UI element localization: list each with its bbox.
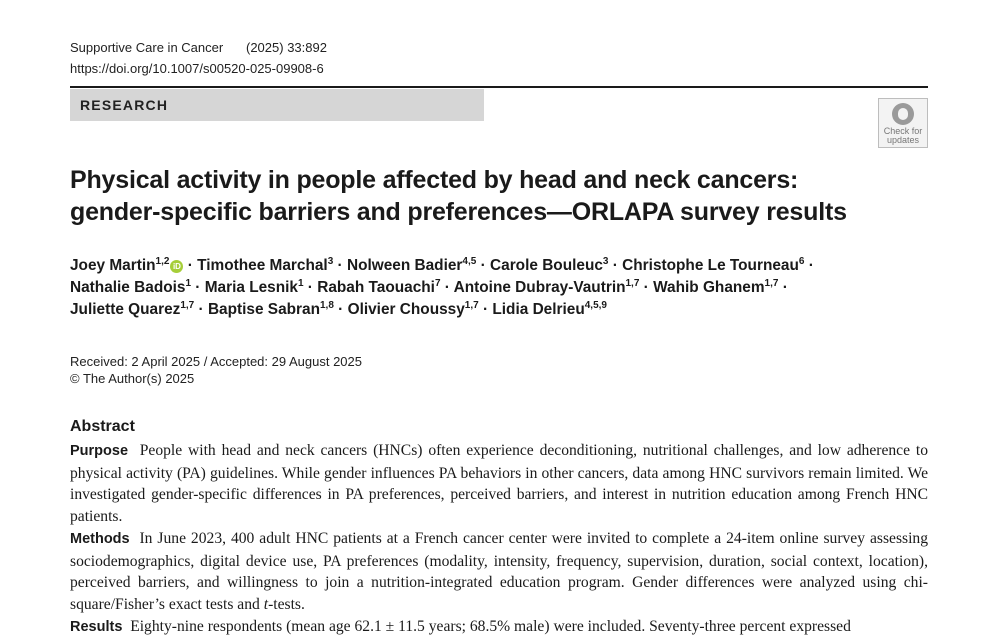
author-affiliation: 3 xyxy=(327,256,334,267)
author-name[interactable]: Rabah Taouachi xyxy=(317,279,435,296)
author-affiliation: 1 xyxy=(185,278,192,289)
author-name[interactable]: Wahib Ghanem xyxy=(653,279,765,296)
methods-text-end: -tests. xyxy=(268,595,305,613)
author-affiliation: 7 xyxy=(434,278,441,289)
section-label: RESEARCH xyxy=(70,89,484,121)
author-name[interactable]: Lidia Delrieu xyxy=(492,301,585,318)
author-name[interactable]: Maria Lesnik xyxy=(204,279,298,296)
author-affiliation: 3 xyxy=(602,256,609,267)
abstract-methods xyxy=(70,528,928,616)
journal-name: Supportive Care in Cancer xyxy=(70,40,224,55)
author-affiliation: 1,7 xyxy=(464,300,479,311)
author-affiliation: 1,7 xyxy=(625,278,640,289)
abstract-purpose xyxy=(70,440,928,528)
abstract-results xyxy=(70,616,928,638)
author-affiliation: 6 xyxy=(798,256,805,267)
author-affiliation: 1,8 xyxy=(320,300,334,311)
check-updates-icon xyxy=(892,103,914,125)
author-name[interactable]: Timothee Marchal xyxy=(197,257,328,274)
methods-text: In June 2023, 400 adult HNC patients at a French cancer center were invited to complete a 24-item online survey assessing sociodemographics, digital device use, PA preferences (modality, intensity, frequency, supervision, duration, social context, location), perceived barriers, and willingness to join a nutrition-integrated education program. Gender differences were analyzed using chi-square/Fisher’s exact tests and xyxy=(70,529,929,613)
journal-issue: (2025) 33:892 xyxy=(246,40,327,55)
author-name[interactable]: Carole Bouleuc xyxy=(490,257,603,274)
author-name[interactable]: Olivier Choussy xyxy=(347,301,465,318)
author-affiliation: 4,5,9 xyxy=(584,300,607,311)
author-affiliation: 4,5 xyxy=(462,256,477,267)
author-name[interactable]: Nathalie Badois xyxy=(70,279,186,296)
author-name[interactable]: Christophe Le Tourneau xyxy=(622,257,799,274)
author-name[interactable]: Baptise Sabran xyxy=(207,301,320,318)
author-name[interactable]: Joey Martin xyxy=(70,257,156,274)
doi-link[interactable]: https://doi.org/10.1007/s00520-025-09908-6 xyxy=(70,61,324,76)
author-affiliation: 1 xyxy=(297,278,304,289)
methods-italic-t: t xyxy=(263,595,269,613)
author-affiliation: 1,2 xyxy=(155,256,170,267)
abstract-heading: Abstract xyxy=(70,418,135,435)
copyright: © The Author(s) 2025 xyxy=(70,371,195,386)
author-name[interactable]: Nolween Badier xyxy=(346,257,463,274)
results-label: Results xyxy=(70,618,123,635)
abstract-body xyxy=(70,440,928,638)
author-name[interactable]: Antoine Dubray-Vautrin xyxy=(453,279,626,296)
header-rule xyxy=(70,86,928,88)
author-affiliation: 1,7 xyxy=(180,300,195,311)
purpose-label: Purpose xyxy=(70,443,129,459)
results-text: Eighty-nine respondents (mean age 62.1 ± 11.5 years; 68.5% male) were included. Seventy-three percent expressed xyxy=(130,617,851,635)
purpose-text: People with head and neck cancers (HNCs) often experience deconditioning, nutritional challenges, and low adherence to physical activity (PA) guidelines. While gender influences PA behaviors in other cancers, data among HNC survivors remain limited. We investigated gender-specific differences in PA preferences, perceived barriers, and interest in nutrition education among French HNC patients. xyxy=(70,442,928,526)
check-for-updates-badge[interactable] xyxy=(878,98,928,148)
check-updates-line1: Check for xyxy=(883,126,923,136)
received-accepted: Received: 2 April 2025 / Accepted: 29 August 2025 xyxy=(70,354,362,369)
methods-label: Methods xyxy=(70,530,130,547)
article-title: Physical activity in people affected by head and neck cancers: gender-specific barriers and preferences—ORLAPA survey results xyxy=(70,166,847,226)
author-affiliation: 1,7 xyxy=(764,278,779,289)
check-updates-line2: updates xyxy=(886,135,920,145)
orcid-icon[interactable]: iD xyxy=(170,260,183,273)
author-name[interactable]: Juliette Quarez xyxy=(70,301,181,318)
publication-dates xyxy=(70,353,362,387)
author-list: Joey Martin$^{1,2}$ iD · Timothee Marchal$^3$ · Nolween Badier$^{4,5}$ · Carole Bouleuc$^3$ · Christophe Le Tourneau$^6$ · Nathalie Badois$^1$ · Maria Lesnik$^1$ · Rabah Taouachi$^7$ · Antoine Dubray-Vautrin$^{1,7}$ · Wahib Ghanem$^{1,7}$ · Juliette Quarez$^{1,7}$ · Baptise Sabran$^{1,8}$ · Olivier Choussy$^{1,7}$ · Lidia Delrieu$^{4,5,9}$ xyxy=(70,256,814,318)
